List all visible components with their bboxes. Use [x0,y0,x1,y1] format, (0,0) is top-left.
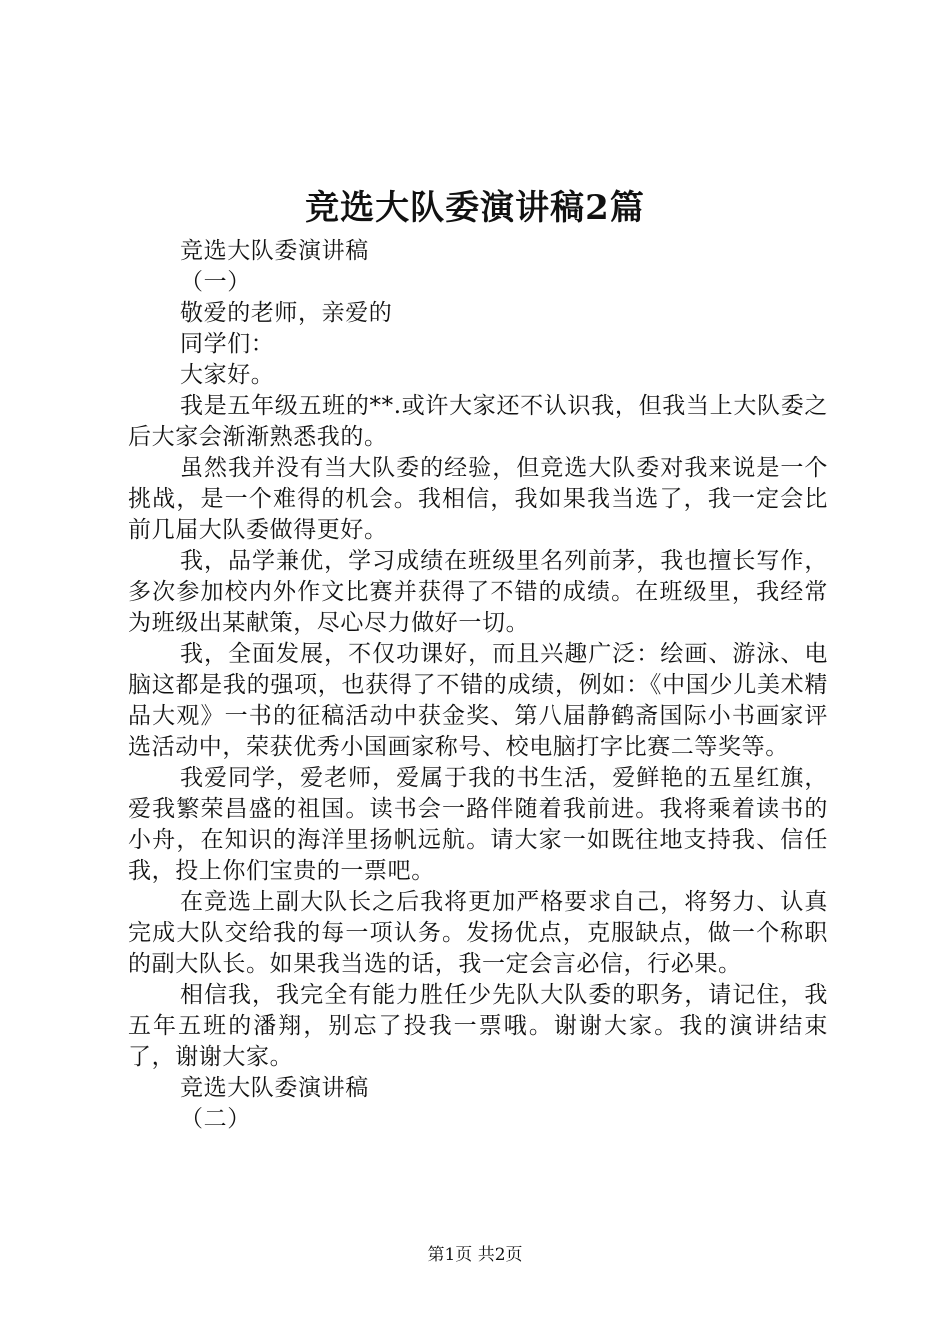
paragraph: 我，品学兼优，学习成绩在班级里名列前茅，我也擅长写作，多次参加校内外作文比赛并获得了不错的成绩。在班级里，我经常为班级出某献策，尽心尽力做好一切。 [128,548,828,636]
section-number: （一） [180,269,251,295]
paragraph: 我，全面发展，不仅功课好，而且兴趣广泛：绘画、游泳、电脑这都是我的强项，也获得了不错的成绩，例如：《中国少儿美术精品大观》一书的征稿活动中获金奖、第八届静鹤斋国际小书画家评选活动中，荣获优秀小国画家称号、校电脑打字比赛二等奖等。 [128,641,828,760]
salutation-line: 同学们： [180,331,275,357]
page-footer: 第1页 共2页 [427,1245,523,1265]
paragraph: 相信我，我完全有能力胜任少先队大队委的职务，请记住，我五年五班的潘翔，别忘了投我一票哦。谢谢大家。我的演讲结束了，谢谢大家。 [128,982,828,1070]
document-body [128,236,828,1135]
section-heading: 竞选大队委演讲稿 [180,1075,369,1101]
paragraph: 我是五年级五班的**.或许大家还不认识我，但我当上大队委之后大家会渐渐熟悉我的。 [128,393,828,450]
salutation-line: 敬爱的老师，亲爱的 [180,300,393,326]
paragraph: 虽然我并没有当大队委的经验，但竞选大队委对我来说是一个挑战，是一个难得的机会。我相信，我如果我当选了，我一定会比前几届大队委做得更好。 [128,455,828,543]
greeting-line: 大家好。 [180,362,275,388]
section-number: （二） [180,1106,251,1132]
section-heading: 竞选大队委演讲稿 [180,238,369,264]
paragraph: 我爱同学，爱老师，爱属于我的书生活，爱鲜艳的五星红旗，爱我繁荣昌盛的祖国。读书会一路伴随着我前进。我将乘着读书的小舟，在知识的海洋里扬帆远航。请大家一如既往地支持我、信任我，投上你们宝贵的一票吧。 [128,765,828,884]
document-title: 竞选大队委演讲稿2篇 [305,188,645,228]
paragraph: 在竞选上副大队长之后我将更加严格要求自己，将努力、认真完成大队交给我的每一项认务。发扬优点，克服缺点，做一个称职的副大队长。如果我当选的话，我一定会言必信，行必果。 [128,889,828,977]
